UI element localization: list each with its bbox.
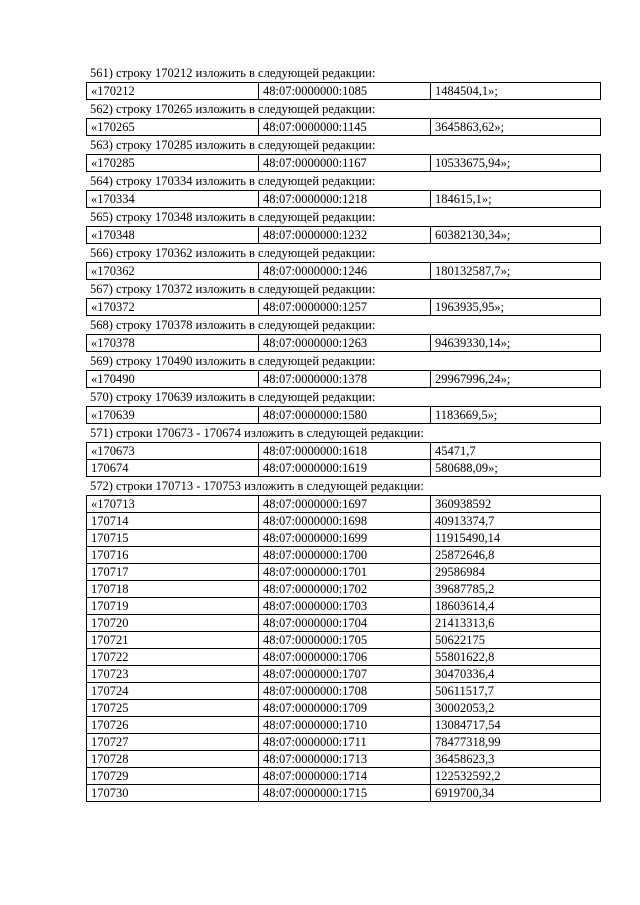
table-row	[87, 460, 601, 477]
cadastral-number-cell: 48:07:0000000:1232	[259, 227, 431, 244]
row-number-cell: 170720	[87, 615, 259, 632]
row-number-cell: 170721	[87, 632, 259, 649]
cadastral-number-cell: 48:07:0000000:1700	[259, 547, 431, 564]
amendment-table	[86, 334, 601, 352]
table-row	[87, 513, 601, 530]
table-row	[87, 751, 601, 768]
row-number-cell: «170348	[87, 227, 259, 244]
row-number-cell: «170490	[87, 371, 259, 388]
row-number-cell: «170639	[87, 407, 259, 424]
document-body	[86, 64, 600, 802]
row-number-cell: «170713	[87, 496, 259, 513]
amendment-table	[86, 442, 601, 477]
table-row	[87, 581, 601, 598]
table-row	[87, 700, 601, 717]
row-number-cell: «170372	[87, 299, 259, 316]
cadastral-number-cell: 48:07:0000000:1714	[259, 768, 431, 785]
table-row	[87, 564, 601, 581]
row-number-cell: 170724	[87, 683, 259, 700]
cadastral-number-cell: 48:07:0000000:1701	[259, 564, 431, 581]
amendment-section	[86, 100, 600, 136]
amendment-heading: 566) строку 170362 изложить в следующей редакции:	[90, 246, 376, 260]
row-number-cell: «170212	[87, 83, 259, 100]
table-row	[87, 335, 601, 352]
table-row	[87, 598, 601, 615]
cadastral-number-cell: 48:07:0000000:1378	[259, 371, 431, 388]
table-row	[87, 191, 601, 208]
amendment-heading: 564) строку 170334 изложить в следующей редакции:	[90, 174, 376, 188]
row-number-cell: 170716	[87, 547, 259, 564]
row-number-cell: 170715	[87, 530, 259, 547]
table-row	[87, 632, 601, 649]
amendment-table	[86, 226, 601, 244]
amendment-section	[86, 244, 600, 280]
value-cell: 1183669,5»;	[431, 407, 601, 424]
value-cell: 94639330,14»;	[431, 335, 601, 352]
table-row	[87, 155, 601, 172]
row-number-cell: 170674	[87, 460, 259, 477]
row-number-cell: 170729	[87, 768, 259, 785]
amendment-heading: 561) строку 170212 изложить в следующей редакции:	[90, 66, 376, 80]
amendment-section	[86, 136, 600, 172]
value-cell: 360938592	[431, 496, 601, 513]
cadastral-number-cell: 48:07:0000000:1699	[259, 530, 431, 547]
row-number-cell: 170723	[87, 666, 259, 683]
amendment-heading: 569) строку 170490 изложить в следующей редакции:	[90, 354, 376, 368]
cadastral-number-cell: 48:07:0000000:1706	[259, 649, 431, 666]
value-cell: 184615,1»;	[431, 191, 601, 208]
row-number-cell: 170714	[87, 513, 259, 530]
value-cell: 21413313,6	[431, 615, 601, 632]
value-cell: 29967996,24»;	[431, 371, 601, 388]
cadastral-number-cell: 48:07:0000000:1711	[259, 734, 431, 751]
cadastral-number-cell: 48:07:0000000:1619	[259, 460, 431, 477]
value-cell: 60382130,34»;	[431, 227, 601, 244]
value-cell: 580688,09»;	[431, 460, 601, 477]
table-row	[87, 785, 601, 802]
value-cell: 18603614,4	[431, 598, 601, 615]
value-cell: 40913374,7	[431, 513, 601, 530]
table-row	[87, 666, 601, 683]
row-number-cell: 170728	[87, 751, 259, 768]
amendment-heading: 570) строку 170639 изложить в следующей редакции:	[90, 390, 376, 404]
cadastral-number-cell: 48:07:0000000:1702	[259, 581, 431, 598]
row-number-cell: 170718	[87, 581, 259, 598]
table-row	[87, 83, 601, 100]
table-row	[87, 734, 601, 751]
amendment-heading: 568) строку 170378 изложить в следующей редакции:	[90, 318, 376, 332]
amendment-section	[86, 316, 600, 352]
table-row	[87, 530, 601, 547]
value-cell: 78477318,99	[431, 734, 601, 751]
table-row	[87, 547, 601, 564]
cadastral-number-cell: 48:07:0000000:1715	[259, 785, 431, 802]
amendment-heading: 565) строку 170348 изложить в следующей редакции:	[90, 210, 376, 224]
table-row	[87, 299, 601, 316]
value-cell: 30002053,2	[431, 700, 601, 717]
value-cell: 1963935,95»;	[431, 299, 601, 316]
amendment-section	[86, 208, 600, 244]
row-number-cell: «170265	[87, 119, 259, 136]
cadastral-number-cell: 48:07:0000000:1703	[259, 598, 431, 615]
value-cell: 55801622,8	[431, 649, 601, 666]
cadastral-number-cell: 48:07:0000000:1145	[259, 119, 431, 136]
cadastral-number-cell: 48:07:0000000:1218	[259, 191, 431, 208]
amendment-section	[86, 172, 600, 208]
amendment-heading: 562) строку 170265 изложить в следующей редакции:	[90, 102, 376, 116]
amendment-heading: 572) строки 170713 - 170753 изложить в следующей редакции:	[90, 479, 424, 493]
amendment-heading: 563) строку 170285 изложить в следующей редакции:	[90, 138, 376, 152]
value-cell: 1484504,1»;	[431, 83, 601, 100]
cadastral-number-cell: 48:07:0000000:1167	[259, 155, 431, 172]
amendment-section	[86, 64, 600, 100]
value-cell: 36458623,3	[431, 751, 601, 768]
cadastral-number-cell: 48:07:0000000:1704	[259, 615, 431, 632]
amendment-table	[86, 262, 601, 280]
row-number-cell: 170717	[87, 564, 259, 581]
cadastral-number-cell: 48:07:0000000:1580	[259, 407, 431, 424]
cadastral-number-cell: 48:07:0000000:1698	[259, 513, 431, 530]
table-row	[87, 615, 601, 632]
cadastral-number-cell: 48:07:0000000:1710	[259, 717, 431, 734]
cadastral-number-cell: 48:07:0000000:1709	[259, 700, 431, 717]
amendment-table	[86, 190, 601, 208]
table-row	[87, 768, 601, 785]
amendment-table	[86, 406, 601, 424]
row-number-cell: 170725	[87, 700, 259, 717]
row-number-cell: «170285	[87, 155, 259, 172]
row-number-cell: 170726	[87, 717, 259, 734]
value-cell: 13084717,54	[431, 717, 601, 734]
cadastral-number-cell: 48:07:0000000:1257	[259, 299, 431, 316]
cadastral-number-cell: 48:07:0000000:1263	[259, 335, 431, 352]
table-row	[87, 683, 601, 700]
value-cell: 50611517,7	[431, 683, 601, 700]
value-cell: 39687785,2	[431, 581, 601, 598]
amendment-section	[86, 352, 600, 388]
table-row	[87, 649, 601, 666]
amendment-table	[86, 370, 601, 388]
table-row	[87, 496, 601, 513]
cadastral-number-cell: 48:07:0000000:1618	[259, 443, 431, 460]
table-row	[87, 227, 601, 244]
table-row	[87, 443, 601, 460]
table-row	[87, 119, 601, 136]
row-number-cell: «170378	[87, 335, 259, 352]
row-number-cell: «170673	[87, 443, 259, 460]
cadastral-number-cell: 48:07:0000000:1708	[259, 683, 431, 700]
table-row	[87, 407, 601, 424]
table-row	[87, 371, 601, 388]
cadastral-number-cell: 48:07:0000000:1085	[259, 83, 431, 100]
cadastral-number-cell: 48:07:0000000:1707	[259, 666, 431, 683]
cadastral-number-cell: 48:07:0000000:1713	[259, 751, 431, 768]
cadastral-number-cell: 48:07:0000000:1246	[259, 263, 431, 280]
value-cell: 6919700,34	[431, 785, 601, 802]
amendment-section	[86, 424, 600, 477]
amendment-section	[86, 280, 600, 316]
value-cell: 122532592,2	[431, 768, 601, 785]
amendment-table	[86, 495, 601, 802]
amendment-table	[86, 154, 601, 172]
cadastral-number-cell: 48:07:0000000:1705	[259, 632, 431, 649]
value-cell: 50622175	[431, 632, 601, 649]
amendment-table	[86, 118, 601, 136]
row-number-cell: 170719	[87, 598, 259, 615]
value-cell: 25872646,8	[431, 547, 601, 564]
row-number-cell: 170730	[87, 785, 259, 802]
value-cell: 180132587,7»;	[431, 263, 601, 280]
value-cell: 3645863,62»;	[431, 119, 601, 136]
amendment-heading: 567) строку 170372 изложить в следующей редакции:	[90, 282, 376, 296]
row-number-cell: «170362	[87, 263, 259, 280]
row-number-cell: «170334	[87, 191, 259, 208]
row-number-cell: 170727	[87, 734, 259, 751]
value-cell: 30470336,4	[431, 666, 601, 683]
table-row	[87, 717, 601, 734]
value-cell: 10533675,94»;	[431, 155, 601, 172]
value-cell: 11915490,14	[431, 530, 601, 547]
value-cell: 45471,7	[431, 443, 601, 460]
amendment-table	[86, 298, 601, 316]
table-row	[87, 263, 601, 280]
amendment-table	[86, 82, 601, 100]
amendment-section	[86, 477, 600, 802]
cadastral-number-cell: 48:07:0000000:1697	[259, 496, 431, 513]
value-cell: 29586984	[431, 564, 601, 581]
amendment-section	[86, 388, 600, 424]
row-number-cell: 170722	[87, 649, 259, 666]
amendment-heading: 571) строки 170673 - 170674 изложить в следующей редакции:	[90, 426, 424, 440]
